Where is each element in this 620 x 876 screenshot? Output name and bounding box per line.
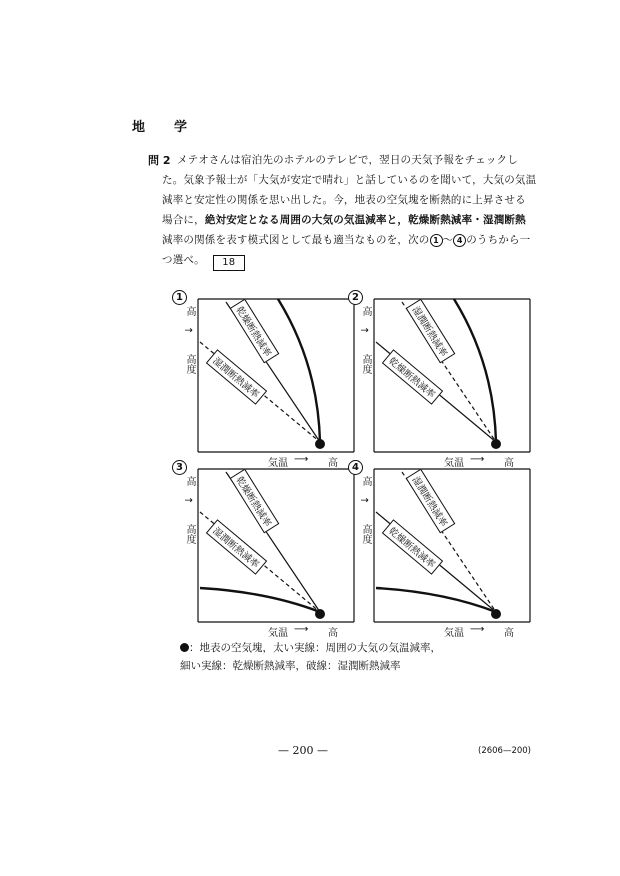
panel-4-number: 4 bbox=[348, 460, 363, 475]
legend-line-1 bbox=[180, 640, 441, 655]
panel-1-graph bbox=[178, 294, 358, 469]
panel-3-up-arrow: ↑ bbox=[182, 496, 193, 505]
panel-3-number: 3 bbox=[172, 460, 187, 475]
panel-4-moist-label: 湿潤断熱減率 bbox=[406, 469, 456, 534]
panel-4-y-label: 高度 bbox=[360, 524, 371, 544]
panel-4-y-high: 高 bbox=[360, 476, 371, 486]
panel-3-x-label: 気温 bbox=[268, 628, 288, 639]
question-line-5b: 次の bbox=[408, 234, 430, 246]
question-line-2: た。気象予報士が「大気が安定で晴れ」と話しているのを聞いて，大気の気温 bbox=[162, 174, 537, 186]
panel-4-right-arrow: ⟶ bbox=[470, 624, 485, 635]
diagram-panel-3 bbox=[178, 464, 358, 639]
panel-2-x-high: 高 bbox=[504, 458, 514, 469]
question-line-6 bbox=[162, 252, 245, 271]
document-code: (2606—200) bbox=[478, 746, 531, 756]
air-parcel-dot-icon bbox=[180, 643, 189, 652]
panel-4-environment-curve bbox=[376, 588, 496, 612]
panel-4-x-high: 高 bbox=[504, 628, 514, 639]
subject-heading: 地 学 bbox=[132, 120, 196, 135]
diagram-panel-4 bbox=[354, 464, 534, 639]
question-line-5 bbox=[162, 232, 530, 247]
panel-2-y-high: 高 bbox=[360, 306, 371, 316]
legend-line-2: 細い実線：乾燥断熱減率，破線：湿潤断熱減率 bbox=[180, 660, 401, 672]
panel-3-y-label: 高度 bbox=[184, 524, 195, 544]
panel-1-y-label: 高度 bbox=[184, 354, 195, 374]
question-line-4a: 場合に， bbox=[162, 214, 205, 226]
panel-1-x-high: 高 bbox=[328, 458, 338, 469]
choice-first-icon: 1 bbox=[430, 234, 443, 247]
panel-4-dry-label: 乾燥断熱減率 bbox=[382, 519, 443, 575]
question-range: 〜 bbox=[442, 234, 454, 246]
question-label: 問 2 bbox=[148, 154, 171, 167]
legend-text-1: ：地表の空気塊，太い実線：周囲の大気の気温減率， bbox=[189, 642, 441, 654]
panel-3-y-high: 高 bbox=[184, 476, 195, 486]
panel-1-number: 1 bbox=[172, 290, 187, 305]
panel-1-x-label: 気温 bbox=[268, 458, 288, 469]
panel-2-moist-label: 湿潤断熱減率 bbox=[406, 299, 456, 364]
panel-3-moist-label: 湿潤断熱減率 bbox=[206, 519, 267, 575]
panel-2-number: 2 bbox=[348, 290, 363, 305]
panel-2-graph bbox=[354, 294, 534, 469]
diagram-panel-1 bbox=[178, 294, 358, 469]
panel-2-x-label: 気温 bbox=[444, 458, 464, 469]
question-line-5a: 減率の関係を表す模式図として最も適当なものを， bbox=[162, 234, 409, 246]
panel-4-graph bbox=[354, 464, 534, 639]
choice-last-icon: 4 bbox=[453, 234, 466, 247]
question-line-5c: のうちから一 bbox=[466, 234, 531, 246]
panel-2-up-arrow: ↑ bbox=[358, 326, 369, 335]
panel-2-environment-curve bbox=[454, 299, 496, 442]
panel-3-right-arrow: ⟶ bbox=[294, 624, 309, 635]
panel-2-y-label: 高度 bbox=[360, 354, 371, 374]
diagram-panel-2 bbox=[354, 294, 534, 469]
panel-1-right-arrow: ⟶ bbox=[294, 454, 309, 465]
panel-3-dry-label: 乾燥断熱減率 bbox=[230, 469, 280, 534]
question-line-4 bbox=[162, 212, 526, 227]
panel-1-environment-curve bbox=[278, 299, 320, 442]
panel-3-graph bbox=[178, 464, 358, 639]
panel-4-up-arrow: ↑ bbox=[358, 496, 369, 505]
panel-1-up-arrow: ↑ bbox=[182, 326, 193, 335]
question-line-6a: つ選べ。 bbox=[162, 254, 205, 266]
panel-2-air-parcel-dot bbox=[491, 439, 501, 449]
panel-3-x-high: 高 bbox=[328, 628, 338, 639]
question-line-1: メテオさんは宿泊先のホテルのテレビで，翌日の天気予報をチェックし bbox=[177, 154, 518, 166]
panel-1-moist-label: 湿潤断熱減率 bbox=[206, 349, 267, 405]
panel-3-air-parcel-dot bbox=[315, 609, 325, 619]
panel-2-right-arrow: ⟶ bbox=[470, 454, 485, 465]
page-number: — 200 — bbox=[278, 744, 328, 757]
panel-1-air-parcel-dot bbox=[315, 439, 325, 449]
panel-4-x-label: 気温 bbox=[444, 628, 464, 639]
answer-number-box[interactable]: 18 bbox=[213, 255, 245, 271]
panel-4-air-parcel-dot bbox=[491, 609, 501, 619]
panel-3-environment-curve bbox=[200, 588, 320, 612]
panel-2-dry-label: 乾燥断熱減率 bbox=[382, 349, 443, 405]
question-emphasis: 絶対安定となる周囲の大気の気温減率と，乾燥断熱減率・湿潤断熱 bbox=[204, 214, 526, 226]
panel-1-y-high: 高 bbox=[184, 306, 195, 316]
question-line-3: 減率と安定性の関係を思い出した。今，地表の空気塊を断熱的に上昇させる bbox=[162, 194, 526, 206]
panel-1-dry-label: 乾燥断熱減率 bbox=[230, 299, 280, 364]
